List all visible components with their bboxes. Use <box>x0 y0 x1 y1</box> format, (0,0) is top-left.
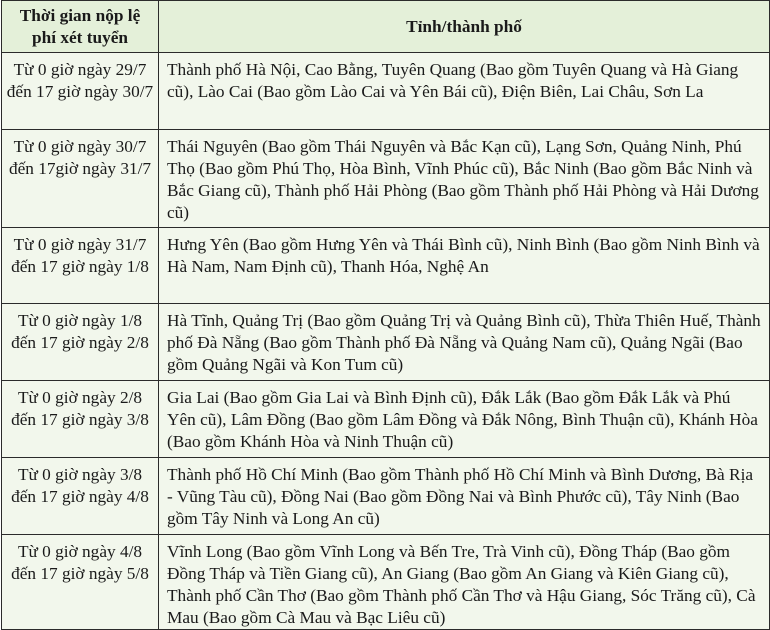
province-cell: Hưng Yên (Bao gồm Hưng Yên và Thái Bình cũ), Ninh Bình (Bao gồm Ninh Bình và Hà Nam, Nam Định cũ), Thanh Hóa, Nghệ An <box>159 228 770 304</box>
header-time: Thời gian nộp lệ phí xét tuyển <box>2 1 159 53</box>
province-cell: Thái Nguyên (Bao gồm Thái Nguyên và Bắc Kạn cũ), Lạng Sơn, Quảng Ninh, Phú Thọ (Bao gồm Phú Thọ, Hòa Bình, Vĩnh Phúc cũ), Bắc Ninh (Bao gồm Bắc Ninh và Bắc Giang cũ), Thành phố Hải Phòng (Bao gồm Thành phố Hải Phòng và Hải Dương cũ) <box>159 130 770 228</box>
table-row <box>2 381 770 458</box>
table-row <box>2 304 770 381</box>
fee-schedule-table <box>1 0 770 630</box>
province-cell: Thành phố Hồ Chí Minh (Bao gồm Thành phố Hồ Chí Minh và Bình Dương, Bà Rịa - Vũng Tàu cũ), Đồng Nai (Bao gồm Đồng Nai và Bình Phước cũ), Tây Ninh (Bao gồm Tây Ninh và Long An cũ) <box>159 458 770 535</box>
province-cell: Hà Tĩnh, Quảng Trị (Bao gồm Quảng Trị và Quảng Bình cũ), Thừa Thiên Huế, Thành phố Đà Nẵng (Bao gồm Thành phố Đà Nẵng và Quảng Nam cũ), Quảng Ngãi (Bao gồm Quảng Ngãi và Kon Tum cũ) <box>159 304 770 381</box>
time-cell: Từ 0 giờ ngày 30/7 đến 17giờ ngày 31/7 <box>2 130 159 228</box>
table-row <box>2 458 770 535</box>
header-province: Tỉnh/thành phố <box>159 1 770 53</box>
table-row <box>2 130 770 228</box>
table-row <box>2 53 770 130</box>
time-cell: Từ 0 giờ ngày 1/8 đến 17 giờ ngày 2/8 <box>2 304 159 381</box>
table-row <box>2 228 770 304</box>
province-cell: Gia Lai (Bao gồm Gia Lai và Bình Định cũ), Đắk Lắk (Bao gồm Đắk Lắk và Phú Yên cũ), Lâm Đồng (Bao gồm Lâm Đồng và Đắk Nông, Bình Thuận cũ), Khánh Hòa (Bao gồm Khánh Hòa và Ninh Thuận cũ) <box>159 381 770 458</box>
header-row <box>2 1 770 53</box>
province-cell: Vĩnh Long (Bao gồm Vĩnh Long và Bến Tre, Trà Vinh cũ), Đồng Tháp (Bao gồm Đồng Tháp và Tiền Giang cũ), An Giang (Bao gồm An Giang và Kiên Giang cũ), Thành phố Cần Thơ (Bao gồm Thành phố Cần Thơ và Hậu Giang, Sóc Trăng cũ), Cà Mau (Bao gồm Cà Mau và Bạc Liêu cũ) <box>159 535 770 630</box>
time-cell: Từ 0 giờ ngày 29/7 đến 17 giờ ngày 30/7 <box>2 53 159 130</box>
time-cell: Từ 0 giờ ngày 31/7 đến 17 giờ ngày 1/8 <box>2 228 159 304</box>
time-cell: Từ 0 giờ ngày 3/8 đến 17 giờ ngày 4/8 <box>2 458 159 535</box>
province-cell: Thành phố Hà Nội, Cao Bằng, Tuyên Quang (Bao gồm Tuyên Quang và Hà Giang cũ), Lào Cai (Bao gồm Lào Cai và Yên Bái cũ), Điện Biên, Lai Châu, Sơn La <box>159 53 770 130</box>
time-cell: Từ 0 giờ ngày 4/8 đến 17 giờ ngày 5/8 <box>2 535 159 630</box>
table-row <box>2 535 770 630</box>
time-cell: Từ 0 giờ ngày 2/8 đến 17 giờ ngày 3/8 <box>2 381 159 458</box>
